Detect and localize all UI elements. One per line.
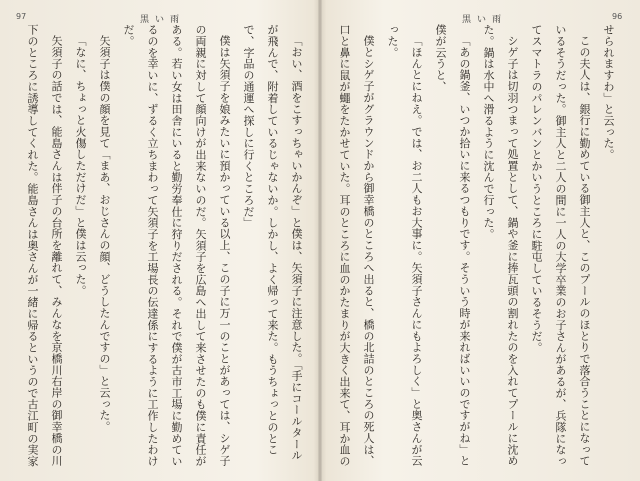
right-paragraph-5: 「ほんとにねえ。では、お二人もお大事に。矢須子さんにもよろしく」と奥さんが云った。 xyxy=(386,24,423,467)
left-paragraph-2: 僕は矢須子を娘みたいに預かっている以上、この子に万一のことがあっては、シゲ子の両親に対して顔向けが出来ないのだ。矢須子を広島へ出して来させたのも僕に責任がある。若い女は田舎にいると勤労奉仕に狩りだされる。それで僕が古市工場に勤めているのを幸いに、ずるく立ちまわって矢須子を工場長の伝達係にするように工作したわけだ。 xyxy=(122,24,231,467)
left-page-body xyxy=(22,24,308,470)
left-paragraph-5: 矢須子の話では、能島さんは伴子の台所を離れて、みんなを京橋川右岸の御幸橋の川下のところに誘導してくれた。能島さんは奥さんが一緒に帰るというので古江町の実家 xyxy=(26,24,63,467)
left-running-title: 黒い雨 xyxy=(140,15,186,25)
right-paragraph-1: せられますわ」と云った。 xyxy=(602,24,615,161)
left-page-number: 97 xyxy=(16,12,27,21)
right-paragraph-4: 「あの鍋釜、いつか拾いに来るつもりです。そういう時が来ればいいのですがね」と僕が云うと、 xyxy=(434,24,471,467)
right-page-body xyxy=(334,24,620,470)
right-paragraph-6: 僕とシゲ子がグラウンドから御幸橋のところへ出ると、橋の北詰のところの死人は、口と鼻に鼠が蠅をたかせていた。耳のところに血のかたまりが大きく出来て、耳か血の xyxy=(338,24,375,467)
left-paragraph-3: 矢須子は僕の顔を見て「まあ、おじさんの顔、どうしたんですの」と云った。 xyxy=(98,35,111,433)
right-paragraph-3: シゲ子は切羽つまって処置として、鍋や釜に捧瓦頭の割れたのを入れてプールに沈めた。鍋は水中へ滑るように沈んで行った。 xyxy=(482,24,519,467)
right-running-title: 黒い雨 xyxy=(462,15,508,25)
left-paragraph-4: 「なに、ちょっと火傷しただけだ」と僕は云った。 xyxy=(74,35,87,297)
right-page-number: 96 xyxy=(612,12,623,21)
book-gutter xyxy=(318,0,322,481)
right-paragraph-2: この夫人は、銀行に勤めている御主人と、このプールのほとりで落合うことになっているそうだった。御主人と二人の間に一人の大学卒業のお子さんがあるが、兵隊になってスマトラのパレンバンとかいうところに駐屯しているそうだ。 xyxy=(530,24,591,467)
left-paragraph-1: 「おい、酒をこすっちゃいかんぞ」と僕は、矢須子に注意した。「手にコールタールが飛んで、附着しているじゃないか。しかし、よく帰って来た。もうちょっとのとこで、字品の通運へ探しに行くところだ」 xyxy=(242,24,303,461)
